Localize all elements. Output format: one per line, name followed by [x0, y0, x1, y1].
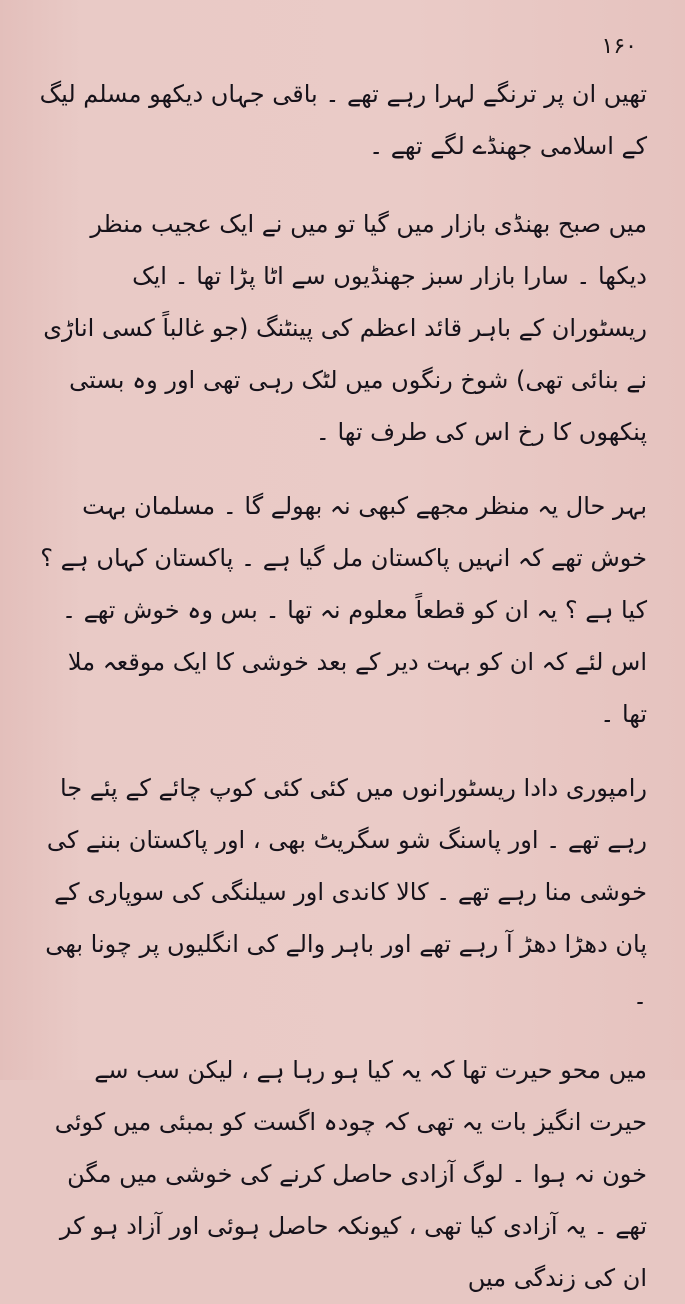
paragraph-3: بہر حال یہ منظر مجھے کبھی نہ بھولے گا ۔ مسلمان بہت خوش تھے کہ انہیں پاکستان مل گیا ہے ۔ پاکستان کہاں ہے ؟ کیا ہے ؟ یہ ان کو قطعاً معلوم نہ تھا ۔ بس وہ خوش تھے ۔ اس لئے کہ ان کو بہت دیر کے بعد خوشی کا ایک موقعہ ملا تھا ۔: [40, 492, 647, 728]
page-number: ۱۶۰: [601, 34, 637, 59]
paragraph-1: تھیں ان پر ترنگے لہرا رہے تھے ۔ باقی جہاں دیکھو مسلم لیگ کے اسلامی جھنڈے لگے تھے ۔: [39, 80, 647, 160]
page-text: [38, 68, 647, 1292]
paragraph-4: رامپوری دادا ریسٹورانوں میں کئی کئی کوپ چائے کے پئے جا رہے تھے ۔ اور پاسنگ شو سگریٹ بھی ، اور پاکستان بننے کی خوشی منا رہے تھے ۔ کالا کاندی اور سیلنگی کی سوپاری کے پان دھڑا دھڑ آ رہے تھے اور باہر والے کی انگلیوں پر چونا بھی ۔: [45, 774, 647, 1010]
paragraph-5: میں محو حیرت تھا کہ یہ کیا ہو رہا ہے ، لیکن سب سے حیرت انگیز بات یہ تھی کہ چودہ اگست کو بمبئی میں کوئی خون نہ ہوا ۔ لوگ آزادی حاصل کرنے کی خوشی میں مگن تھے ۔ یہ آزادی کیا تھی ، کیونکہ حاصل ہوئی اور آزاد ہو کر ان کی زندگی میں: [54, 1056, 647, 1292]
paragraph-2: میں صبح بھنڈی بازار میں گیا تو میں نے ایک عجیب منظر دیکھا ۔ سارا بازار سبز جھنڈیوں سے اٹا پڑا تھا ۔ ایک ریسٹوران کے باہر قائد اعظم کی پینٹنگ (جو غالباً کسی اناڑی نے بنائی تھی) شوخ رنگوں میں لٹک رہی تھی اور وہ بستی پنکھوں کا رخ اس کی طرف تھا ۔: [43, 210, 647, 446]
